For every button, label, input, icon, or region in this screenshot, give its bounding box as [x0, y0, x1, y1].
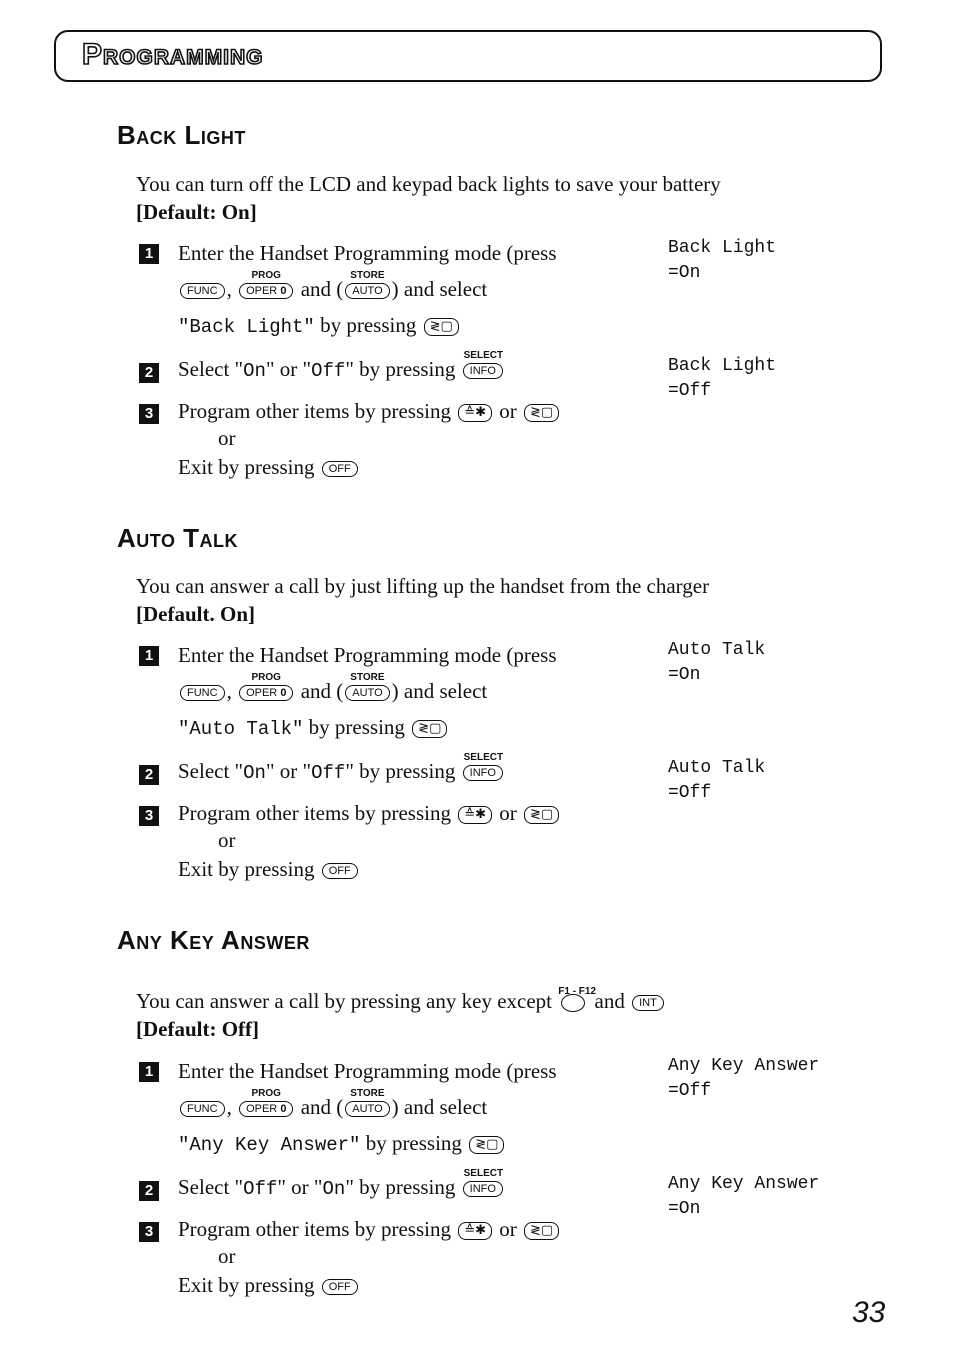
step-number: 3 [139, 1222, 159, 1242]
step-2-text [178, 350, 505, 385]
step-item-line [178, 713, 557, 743]
up-scroll-key-icon: ≙✱ [458, 1222, 492, 1240]
f-key-circle-icon [558, 986, 597, 1012]
option-value: Off [311, 762, 346, 784]
step-line: Enter the Handset Programming mode (press [178, 643, 557, 667]
key-label: OPER [246, 687, 278, 700]
step-number: 2 [139, 1181, 159, 1201]
oper-zero-key [239, 1088, 293, 1117]
option-value: Off [311, 360, 346, 382]
option-value: On [322, 1178, 346, 1200]
menu-item-name: "Back Light" [178, 316, 315, 338]
header-box [54, 30, 882, 82]
option-value: Off [243, 1178, 278, 1200]
step-keys-line: FUNC , PROG OPER 0 and ( STORE AUTO ) and select [178, 1093, 557, 1121]
step-number: 1 [139, 244, 159, 264]
step-text-part: " by pressing [345, 357, 456, 381]
intro-text: You can answer a call by pressing any key except [136, 989, 552, 1013]
oper-zero-key [239, 270, 293, 299]
step-number: 1 [139, 1062, 159, 1082]
auto-key [345, 270, 389, 299]
exit-line [178, 453, 360, 481]
func-key: FUNC [180, 1101, 225, 1117]
lcd-display: Back Light =On [668, 238, 777, 283]
down-scroll-key-icon: ≷▢ [412, 720, 447, 738]
and-word: and [300, 277, 332, 301]
down-scroll-key-icon: ≷▢ [469, 1136, 504, 1154]
and-word: and [594, 989, 625, 1013]
func-key: FUNC [180, 283, 225, 299]
intro-text: You can turn off the LCD and keypad back lights to save your battery [136, 172, 721, 196]
section-intro [136, 170, 721, 226]
step-text-part: Select " [178, 759, 244, 783]
section-intro [136, 572, 709, 628]
or-separator: or [218, 828, 236, 852]
off-key: OFF [322, 461, 358, 477]
off-key: OFF [322, 1279, 358, 1295]
step-number: 3 [139, 806, 159, 826]
and-select-text: ) and select [391, 1095, 488, 1119]
info-key [463, 350, 504, 379]
step-line: Enter the Handset Programming mode (press [178, 241, 557, 265]
step-text-part: " or " [265, 759, 312, 783]
lcd-display: Back Light =Off [668, 356, 777, 401]
by-pressing-text: by pressing [365, 1131, 462, 1155]
step-3-text [178, 799, 561, 827]
int-key: INT [632, 995, 664, 1011]
info-key [463, 1168, 504, 1197]
step-1-text [178, 239, 557, 341]
step-2-text [178, 1168, 505, 1203]
step-item-line [178, 1129, 557, 1159]
key-top-label: PROG [251, 1088, 281, 1100]
key-label: INFO [469, 767, 496, 780]
key-digit: 0 [280, 1103, 287, 1116]
exit-text: Exit by pressing [178, 455, 315, 479]
step-keys-line: FUNC , PROG OPER 0 and ( STORE AUTO ) and select [178, 677, 557, 705]
step-text-part: " or " [265, 357, 312, 381]
off-key: OFF [322, 863, 358, 879]
by-pressing-text: by pressing [308, 715, 405, 739]
key-label: OPER [246, 1103, 278, 1116]
section-heading-any-key-answer: Any Key Answer [117, 925, 310, 955]
step-item-line [178, 311, 557, 341]
default-value: [Default. On] [136, 602, 255, 626]
lcd-display: Any Key Answer =Off [668, 1056, 820, 1101]
key-digit: 0 [280, 687, 287, 700]
step-text-part: Select " [178, 1175, 244, 1199]
lcd-display: Any Key Answer =On [668, 1174, 820, 1219]
and-word: and [300, 1095, 332, 1119]
step-text-part: " by pressing [345, 1175, 456, 1199]
lcd-display: Auto Talk =On [668, 640, 766, 685]
section-intro [136, 987, 666, 1043]
key-label: OPER [246, 285, 278, 298]
key-top-label: PROG [251, 270, 281, 282]
info-key [463, 752, 504, 781]
default-value: [Default: Off] [136, 1017, 260, 1041]
and-word: and [300, 679, 332, 703]
step-1-text [178, 1057, 557, 1159]
key-label: INFO [469, 1183, 496, 1196]
step-text-part: Select " [178, 357, 244, 381]
lcd-display: Auto Talk =Off [668, 758, 766, 803]
step-number: 2 [139, 765, 159, 785]
step-number: 3 [139, 404, 159, 424]
exit-text: Exit by pressing [178, 857, 315, 881]
and-select-text: ) and select [391, 679, 488, 703]
step-text-part: Program other items by pressing [178, 399, 451, 423]
exit-line [178, 1271, 360, 1299]
step-3-text [178, 397, 561, 425]
key-top-label: SELECT [463, 752, 504, 764]
intro-text: You can answer a call by just lifting up the handset from the charger [136, 574, 710, 598]
or-separator: or [218, 1244, 236, 1268]
step-text-part: " or " [277, 1175, 323, 1199]
and-select-text: ) and select [391, 277, 488, 301]
step-text-part: Program other items by pressing [178, 1217, 451, 1241]
step-2-text [178, 752, 505, 787]
key-label: AUTO [352, 687, 383, 700]
option-value: On [243, 360, 266, 382]
menu-item-name: "Any Key Answer" [178, 1134, 361, 1156]
menu-item-name: "Auto Talk" [178, 718, 304, 740]
or-word: or [499, 1217, 517, 1241]
auto-key [345, 1088, 389, 1117]
step-1-text [178, 641, 557, 743]
auto-key [345, 672, 389, 701]
key-top-label: F1 - F12 [558, 986, 597, 998]
key-top-label: SELECT [463, 1168, 504, 1180]
key-top-label: STORE [350, 270, 385, 282]
key-digit: 0 [280, 285, 287, 298]
key-top-label: SELECT [463, 350, 504, 362]
by-pressing-text: by pressing [320, 313, 417, 337]
or-word: or [499, 801, 517, 825]
step-3-text [178, 1215, 561, 1243]
exit-line [178, 855, 360, 883]
func-key: FUNC [180, 685, 225, 701]
key-label: INFO [469, 365, 496, 378]
step-number: 1 [139, 646, 159, 666]
or-word: or [499, 399, 517, 423]
oper-zero-key [239, 672, 293, 701]
option-value: On [243, 762, 266, 784]
page-number: 33 [852, 1296, 886, 1329]
section-heading-auto-talk: Auto Talk [117, 523, 239, 553]
up-scroll-key-icon: ≙✱ [458, 806, 492, 824]
step-line: Enter the Handset Programming mode (press [178, 1059, 557, 1083]
down-scroll-key-icon: ≷▢ [524, 404, 559, 422]
page-title: Programming [82, 38, 264, 71]
key-top-label: STORE [350, 672, 385, 684]
step-keys-line: FUNC , PROG OPER 0 and ( STORE AUTO ) and select [178, 275, 557, 303]
down-scroll-key-icon: ≷▢ [524, 806, 559, 824]
default-value: [Default: On] [136, 200, 257, 224]
key-top-label: STORE [350, 1088, 385, 1100]
down-scroll-key-icon: ≷▢ [424, 318, 459, 336]
step-text-part: " by pressing [345, 759, 456, 783]
key-label: AUTO [352, 1103, 383, 1116]
intro-line [136, 987, 666, 1015]
or-separator: or [218, 426, 236, 450]
key-label: AUTO [352, 285, 383, 298]
section-heading-back-light: Back Light [117, 120, 246, 150]
step-number: 2 [139, 363, 159, 383]
step-text-part: Program other items by pressing [178, 801, 451, 825]
key-top-label: PROG [251, 672, 281, 684]
exit-text: Exit by pressing [178, 1273, 315, 1297]
up-scroll-key-icon: ≙✱ [458, 404, 492, 422]
down-scroll-key-icon: ≷▢ [524, 1222, 559, 1240]
